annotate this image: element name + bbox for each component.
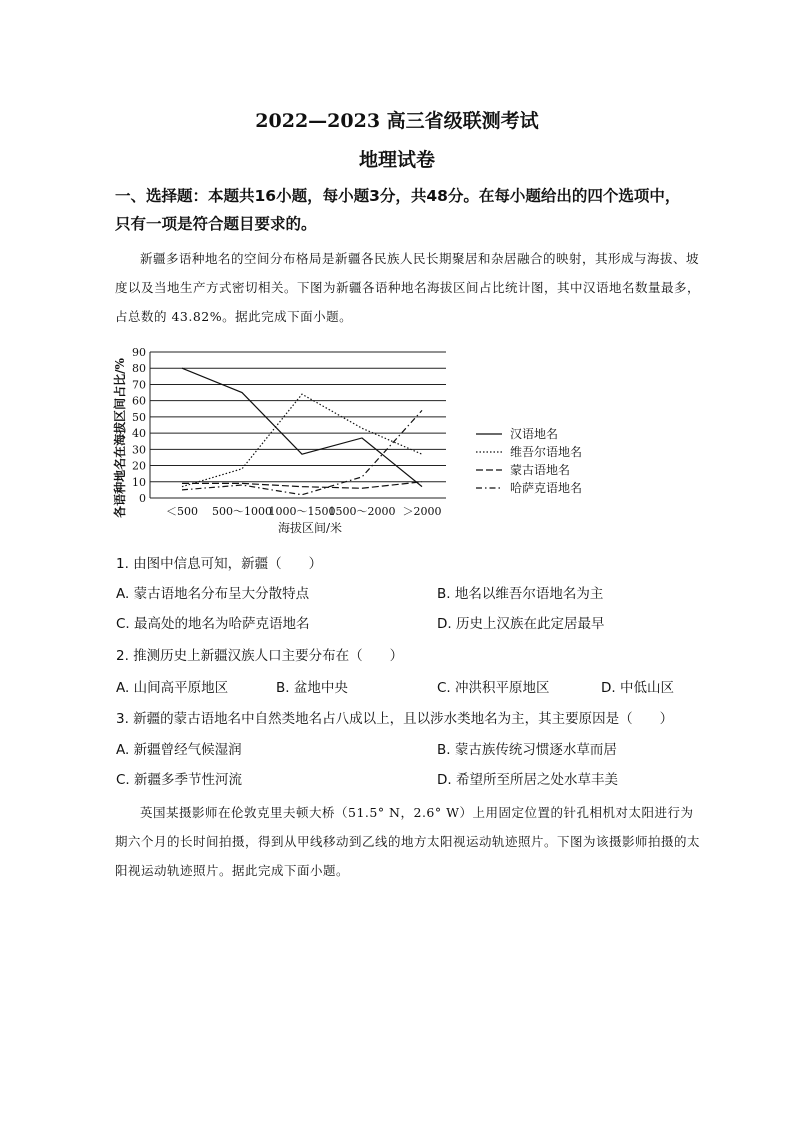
y-tick-label: 10 [132,475,146,489]
series-line [182,394,422,486]
altitude-line-chart [108,336,608,546]
x-tick-label: 1000～1500 [268,505,336,518]
y-tick-label: 40 [132,427,146,441]
y-tick-label: 80 [132,362,146,376]
section-heading: 一、选择题：本题共16小题，每小题3分，共48分。在每小题给出的四个选项中，只有一项是符合题目要求的。 [115,187,681,233]
legend-label: 维吾尔语地名 [510,445,583,459]
q3-option-a[interactable]: A. 新疆曾经气候湿润 [116,742,242,758]
y-tick-label: 20 [132,459,146,473]
y-tick-label: 70 [132,378,146,392]
x-tick-label: ＜500 [166,505,198,518]
y-tick-label: 60 [132,394,146,408]
exam-subtitle: 地理试卷 [358,149,435,171]
q3-option-c[interactable]: C. 新疆多季节性河流 [116,772,243,788]
q3-option-b[interactable]: B. 蒙古族传统习惯逐水草而居 [437,742,617,758]
q1-option-b[interactable]: B. 地名以维吾尔语地名为主 [437,586,604,602]
question-2-stem: 2. 推测历史上新疆汉族人口主要分布在（ ） [116,648,404,664]
exam-title: 2022—2023 高三省级联测考试 [255,110,539,132]
question-3-stem: 3. 新疆的蒙古语地名中自然类地名占八成以上，且以涉水类地名为主，其主要原因是（ ） [116,711,674,727]
y-tick-label: 90 [132,346,146,359]
y-tick-label: 50 [132,410,146,424]
y-tick-label: 30 [132,443,146,457]
y-axis-label: 各语种地名在海拔区间占比/% [113,358,127,518]
x-tick-label: ＞2000 [402,505,442,518]
y-tick-label: 0 [139,492,146,505]
q1-option-a[interactable]: A. 蒙古语地名分布呈大分散特点 [116,586,310,602]
x-tick-label: 1500～2000 [328,505,396,518]
passage-1: 新疆多语种地名的空间分布格局是新疆各民族人民长期聚居和杂居融合的映射，其形成与海拔、坡度以及当地生产方式密切相关。下图为新疆各语种地名海拔区间占比统计图，其中汉语地名数量最多，占总数的 43.82%。据此完成下面小题。 [115,251,701,324]
legend-label: 汉语地名 [510,427,559,441]
series-line [182,368,422,486]
q2-option-a[interactable]: A. 山间高平原地区 [116,680,229,696]
x-axis-label: 海拔区间/米 [277,521,343,535]
legend-label: 蒙古语地名 [510,463,571,477]
q2-option-d[interactable]: D. 中低山区 [601,680,674,696]
legend-label: 哈萨克语地名 [510,481,583,495]
passage-2: 英国某摄影师在伦敦克里夫顿大桥（51.5° N，2.6° W）上用固定位置的针孔相机对太阳进行为期六个月的长时间拍摄，得到从甲线移动到乙线的地方太阳视运动轨迹照片。下图为该摄影师拍摄的太阳视运动轨迹照片。据此完成下面小题。 [115,805,701,878]
q1-option-c[interactable]: C. 最高处的地名为哈萨克语地名 [116,616,310,632]
x-tick-label: 500～1000 [212,505,272,518]
q2-option-b[interactable]: B. 盆地中央 [276,680,348,696]
q1-option-d[interactable]: D. 历史上汉族在此定居最早 [437,616,605,632]
q3-option-d[interactable]: D. 希望所至所居之处水草丰美 [437,772,618,788]
q2-option-c[interactable]: C. 冲洪积平原地区 [437,680,550,696]
question-1-stem: 1. 由图中信息可知，新疆（ ） [116,556,323,572]
